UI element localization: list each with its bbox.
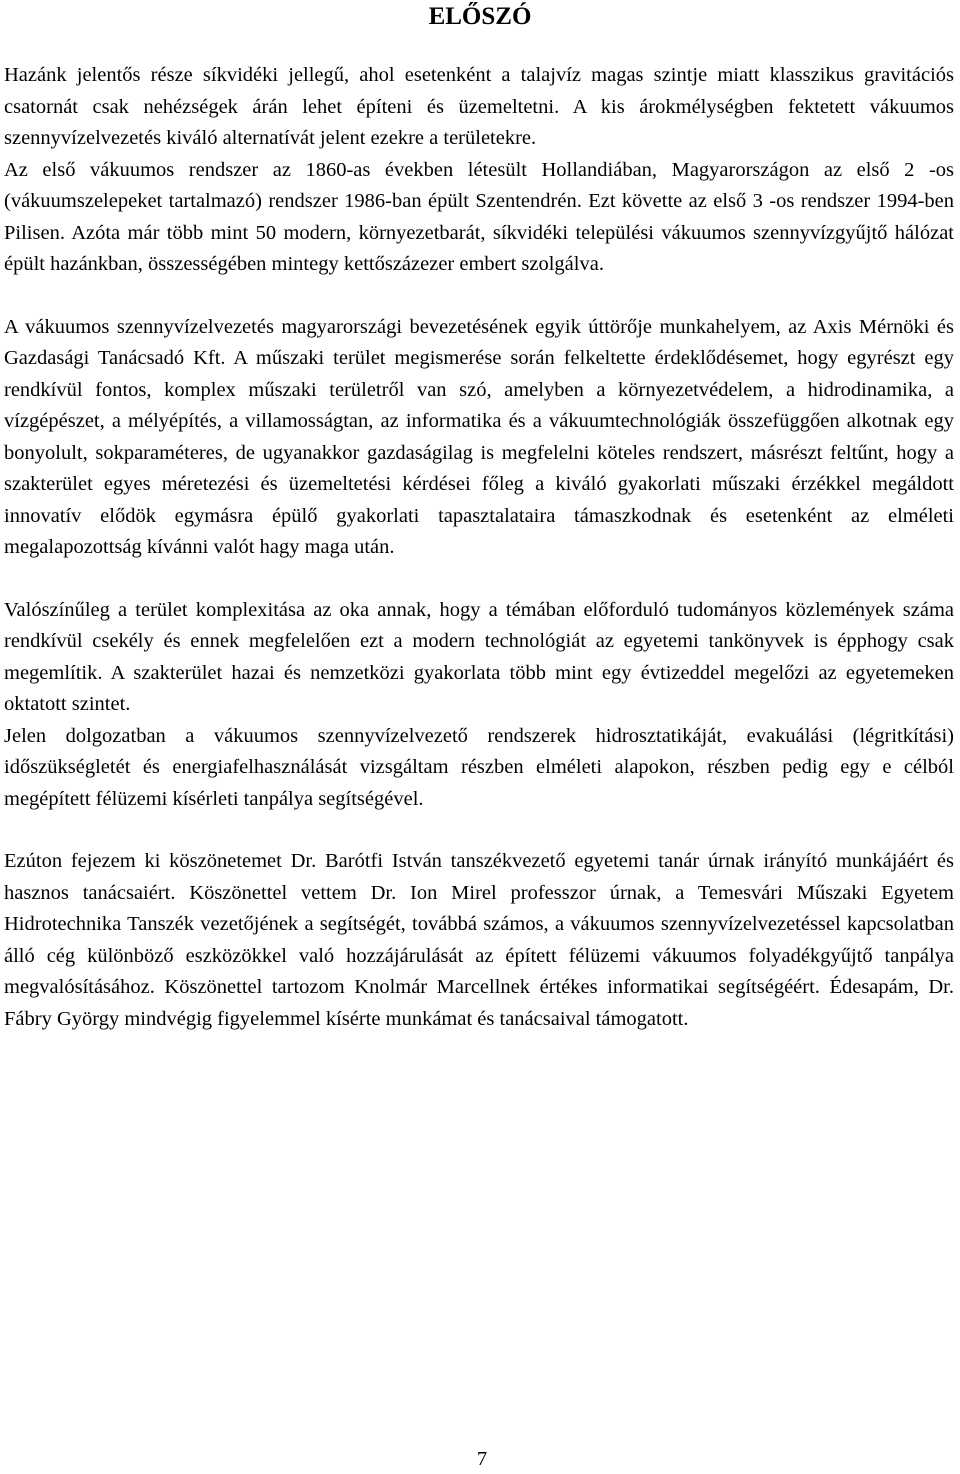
paragraph-literature: Valószínűleg a terület komplexitása az oka annak, hogy a témában előforduló tudományos közlemények száma rendkívül csekély és ennek megfelelően ezt a modern technológiát az egyetemi tankönyvek is épphogy csak megemlítik. A szakterület hazai és nemzetközi gyakorlata több mint egy évtizeddel megelőzi az egyetemeken oktatott szintet. (4, 598, 954, 715)
paragraph-intro: Hazánk jelentős része síkvidéki jellegű, ahol esetenként a talajvíz magas szintje miatt klasszikus gravitációs csatornát csak nehézségek árán lehet építeni és üzemeltetni. A kis árokmélységben fektetett vákuumos szennyvízelvezetés kiváló alternatívát jelent ezekre a területekre. (4, 64, 954, 149)
document-page (4, 0, 954, 1035)
page-title: ELŐSZÓ (428, 3, 532, 30)
paragraph-scope: Jelen dolgozatban a vákuumos szennyvízelvezető rendszerek hidrosztatikáját, evakuálási (légritkítási) időszükségletét és energiafelhasználását vizsgáltam részben elméleti alapokon, részben pedig egy e célból megépített félüzemi kísérleti tanpálya segítségével. (4, 724, 954, 810)
paragraph-acknowledgements: Ezúton fejezem ki köszönetemet Dr. Barótfi István tanszékvezető egyetemi tanár úrnak irányító munkájáért és hasznos tanácsaiért. Köszönettel vettem Dr. Ion Mirel professzor úrnak, a Temesvári Műszaki Egyetem Hidrotechnika Tanszék vezetőjének a segítségét, továbbá számos, a vákuumos szennyvízelvezetéssel kapcsolatban álló cég különböző eszközökkel való hozzájárulását az épített félüzemi vákuumos folyadékgyűjtő tanpálya megvalósításához. Köszönettel tartozom Knolmár Marcellnek értékes informatikai segítségéért. Édesapám, Dr. Fábry György mindvégig figyelemmel kísérte munkámat és tanácsaival támogatott. (4, 850, 954, 1030)
page-number: 7 (476, 1448, 488, 1470)
paragraph-history: Az első vákuumos rendszer az 1860-as években létesült Hollandiában, Magyarországon az első 2 -os (vákuumszelepeket tartalmazó) rendszer 1986-ban épült Szentendrén. Ezt követte az első 3 -os rendszer 1994-ben Pilisen. Azóta már több mint 50 modern, környezetbarát, síkvidéki települési vákuumos szennyvízgyűjtő hálózat épült hazánkban, összességében mintegy kettőszázezer embert szolgálva. (4, 158, 954, 275)
paragraph-motivation: A vákuumos szennyvízelvezetés magyarországi bevezetésének egyik úttörője munkahelyem, az Axis Mérnöki és Gazdasági Tanácsadó Kft. A műszaki terület megismerése során felkeltette érdeklődésemet, hogy egyrészt egy rendkívül fontos, komplex műszaki területről van szó, amelyben a környezetvédelem, a hidrodinamika, a vízgépészet, a mélyépítés, a villamosságtan, az informatika és a vákuumtechnológiák összefüggően alkotnak egy bonyolult, sokparaméteres, de ugyanakkor gazdaságilag is megfelelni köteles rendszert, másrészt feltűnt, hogy a szakterület egyes méretezési és üzemeltetési kérdései főleg a kiváló gyakorlati műszaki érzékkel megáldott innovatív elődök egymásra épülő gyakorlati tapasztalataira támaszkodnak és esetenként az elméleti megalapozottság kívánni valót hagy maga után. (4, 315, 954, 558)
